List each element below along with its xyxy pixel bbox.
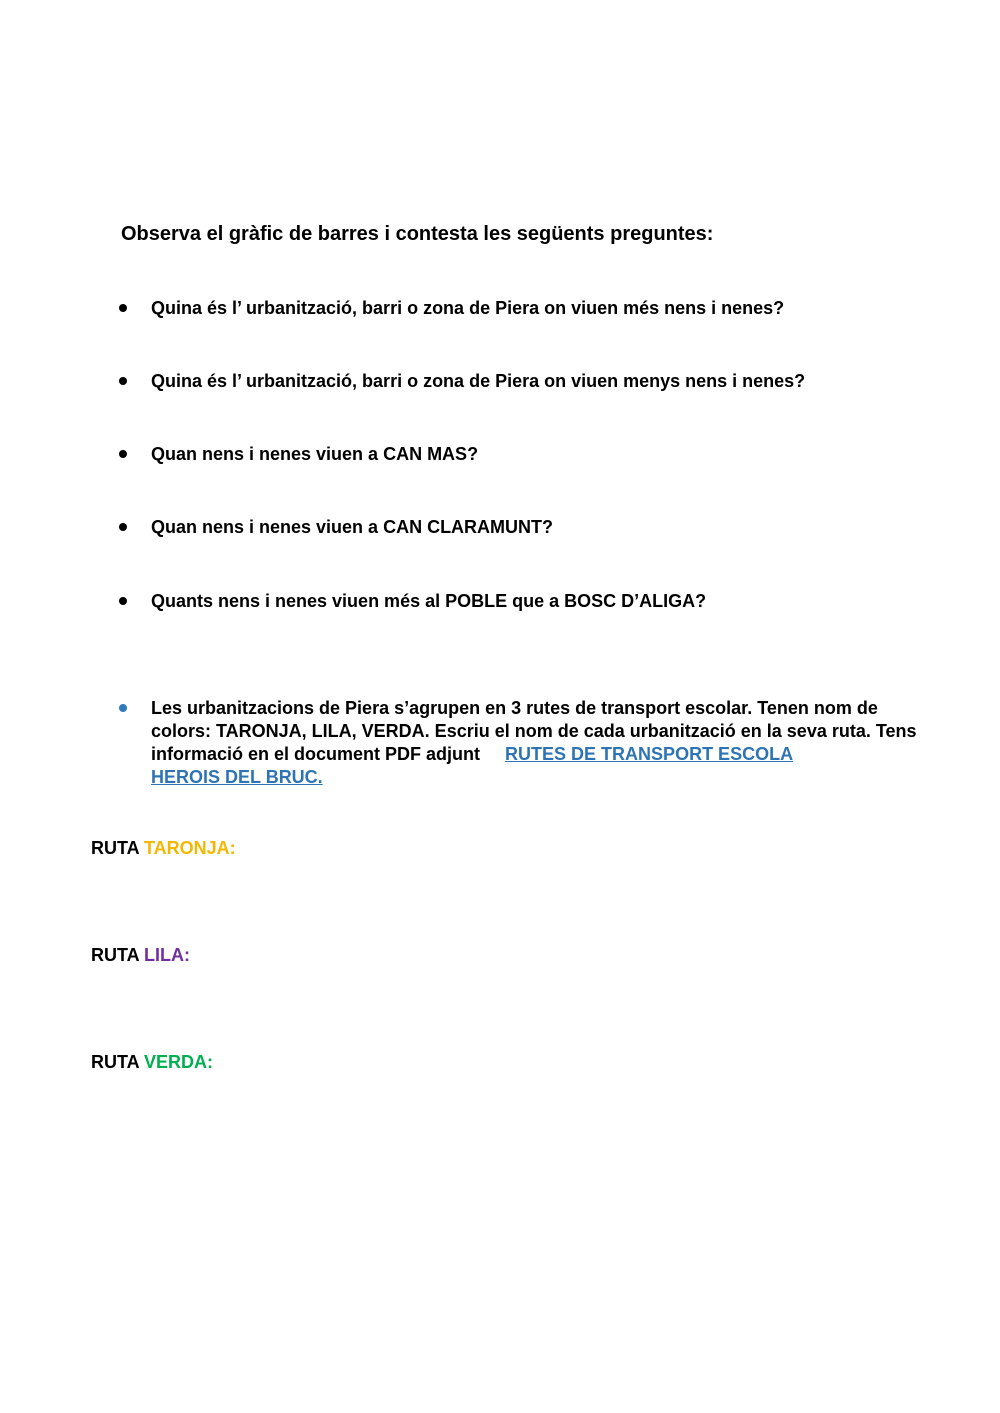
bullet-icon xyxy=(119,377,127,385)
bullet-icon xyxy=(119,450,127,458)
pdf-link-line2[interactable]: HEROIS DEL BRUC. xyxy=(151,767,323,787)
routes-paragraph xyxy=(151,697,931,789)
routes-paragraph-text: Les urbanitzacions de Piera s’agrupen en 3 rutes de transport escolar. Tenen nom de colors: TARONJA, LILA, VERDA. Escriu el nom de cada urbanització en la seva ruta. Tens informació en el document PDF adjunt xyxy=(151,698,917,764)
question-5: Quants nens i nenes viuen més al POBLE que a BOSC D’ALIGA? xyxy=(151,591,707,611)
route-lila xyxy=(91,944,190,966)
route-verda xyxy=(91,1051,213,1073)
instruction-heading: Observa el gràfic de barres i contesta les següents preguntes: xyxy=(121,223,714,245)
pdf-link-line1[interactable]: RUTES DE TRANSPORT ESCOLA xyxy=(505,744,794,764)
bullet-icon xyxy=(119,704,127,712)
question-3: Quan nens i nenes viuen a CAN MAS? xyxy=(151,444,479,464)
route-taronja xyxy=(91,837,236,859)
bullet-icon xyxy=(119,523,127,531)
question-1: Quina és l’ urbanització, barri o zona de Piera on viuen més nens i nenes? xyxy=(151,298,785,318)
route-name-verda: VERDA: xyxy=(144,1052,214,1072)
route-name-taronja: TARONJA: xyxy=(144,838,236,858)
question-4: Quan nens i nenes viuen a CAN CLARAMUNT? xyxy=(151,517,554,537)
bullet-icon xyxy=(119,304,127,312)
bullet-icon xyxy=(119,597,127,605)
question-2: Quina és l’ urbanització, barri o zona de Piera on viuen menys nens i nenes? xyxy=(151,371,806,391)
route-name-lila: LILA: xyxy=(144,945,190,965)
route-prefix: RUTA xyxy=(91,1052,139,1072)
route-prefix: RUTA xyxy=(91,945,139,965)
route-prefix: RUTA xyxy=(91,838,139,858)
